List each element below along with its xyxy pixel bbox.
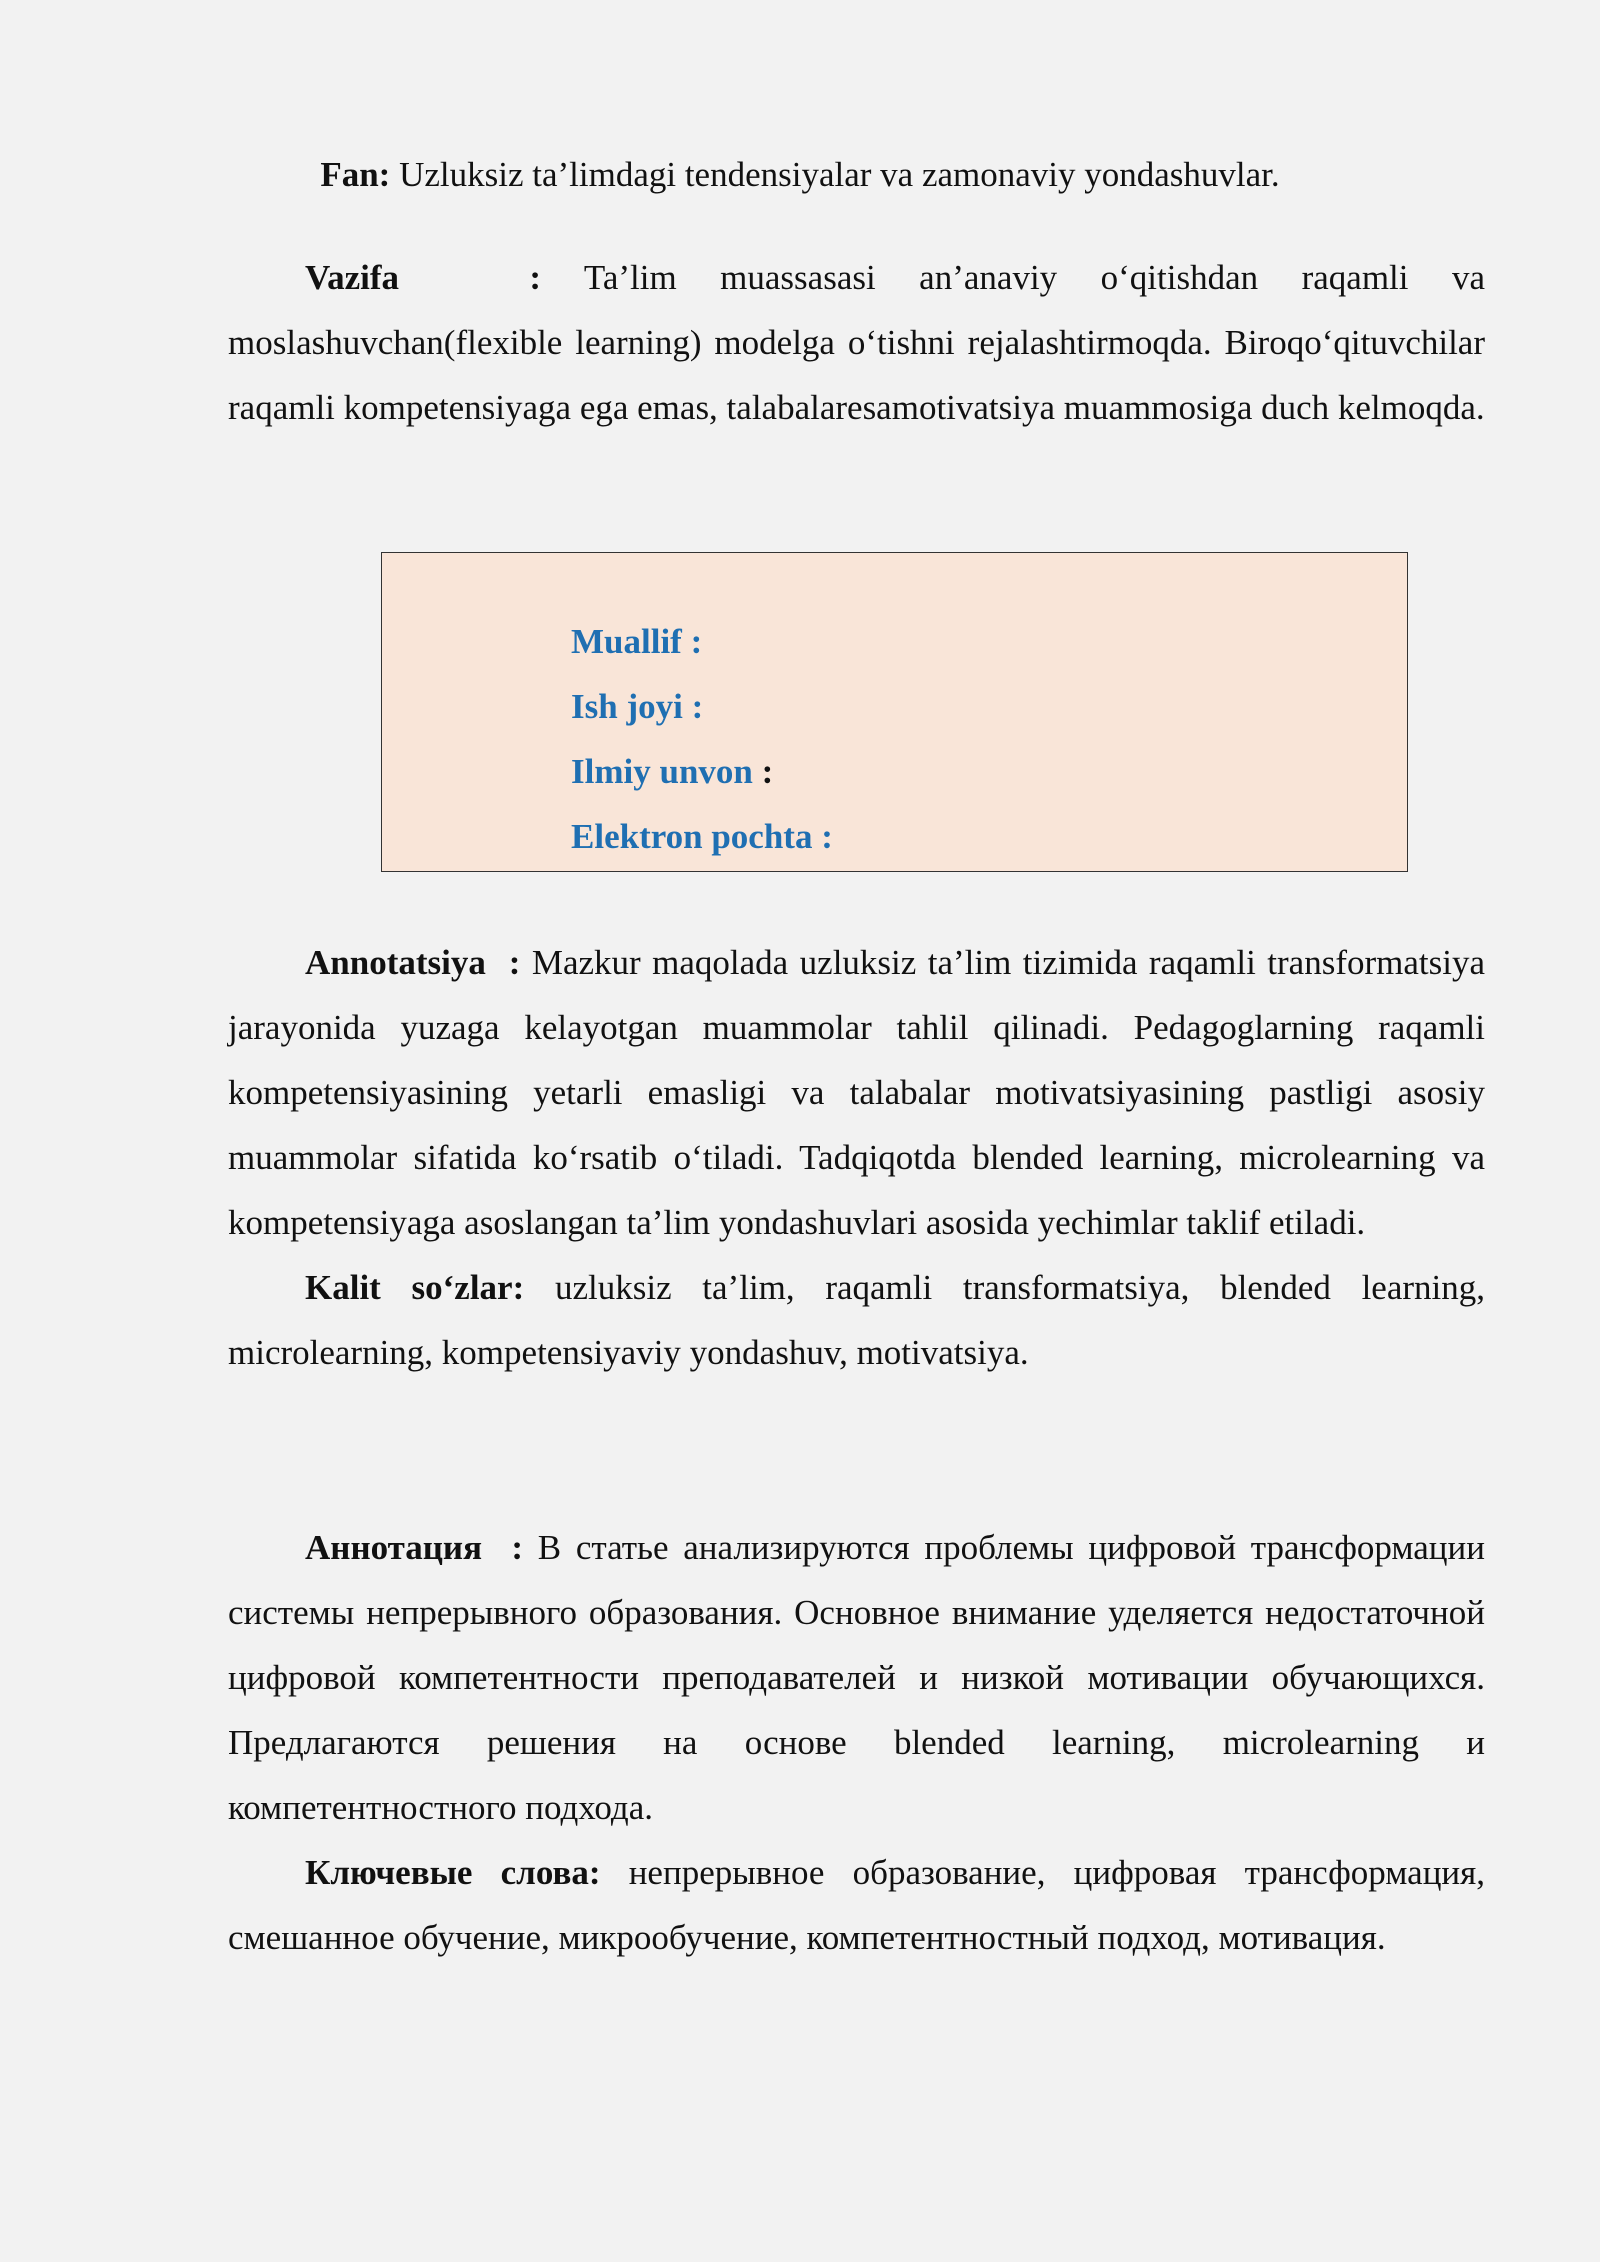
annotation-uz-paragraph xyxy=(228,930,1485,1255)
annotation-uz-label: Annotatsiya : xyxy=(305,943,521,982)
degree-colon: : xyxy=(752,752,774,791)
keywords-ru-label: Ключевые слова: xyxy=(305,1853,601,1892)
subject-line xyxy=(0,142,1600,207)
keywords-uz-paragraph xyxy=(228,1255,1485,1385)
degree-row xyxy=(571,739,833,804)
task-text: Ta’lim muassasasi an’anaviy o‘qitishdan raqamli va moslashuvchan(flexible learning) modelga o‘tishni rejalashtirmoqda. Biroqo‘qituvchilar raqamli kompetensiyaga ega emas, talabalaresamotivatsiya muammosiga duch kelmoqda. xyxy=(228,258,1485,427)
annotation-ru-section xyxy=(228,1515,1485,1970)
task-paragraph xyxy=(228,245,1485,440)
annotation-ru-label: Аннотация : xyxy=(305,1528,524,1567)
annotation-ru-paragraph xyxy=(228,1515,1485,1840)
task-label: Vazifa : xyxy=(305,258,542,297)
annotation-ru-text: В статье анализируются проблемы цифровой трансформации системы непрерывного образования. Основное внимание уделяется недостаточной цифровой компетентности преподавателей и низкой мотивации обучающихся. Предлагаются решения на основе blended learning, microlearning и компетентностного подхода. xyxy=(228,1528,1485,1827)
annotation-uz-text: Mazkur maqolada uzluksiz ta’lim tizimida raqamli transformatsiya jarayonida yuzaga kelayotgan muammolar tahlil qilinadi. Pedagoglarning raqamli kompetensiyasining yetarli emasligi va talabalar motivatsiyasining pastligi asosiy muammolar sifatida ko‘rsatib o‘tiladi. Tadqiqotda blended learning, microlearning va kompetensiyaga asoslangan ta’lim yondashuvlari asosida yechimlar taklif etiladi. xyxy=(228,943,1485,1242)
keywords-ru-text: непрерывное образование, цифровая трансформация, смешанное обучение, микрообучение, компетентностный подход, мотивация. xyxy=(228,1853,1486,1957)
annotation-uz-section xyxy=(228,930,1485,1385)
keywords-ru-paragraph xyxy=(228,1840,1485,1970)
subject-text: Uzluksiz ta’limdagi tendensiyalar va zamonaviy yondashuvlar. xyxy=(390,155,1280,194)
workplace-label: Ish joyi : xyxy=(571,687,704,726)
author-label: Muallif : xyxy=(571,622,703,661)
keywords-uz-text: uzluksiz ta’lim, raqamli transformatsiya, blended learning, microlearning, kompetensiyaviy yondashuv, motivatsiya. xyxy=(228,1268,1486,1372)
subject-label: Fan: xyxy=(320,155,391,194)
degree-label: Ilmiy unvon xyxy=(571,752,753,791)
author-info-box xyxy=(381,552,1408,872)
author-info-list xyxy=(571,609,833,869)
keywords-uz-label: Kalit so‘zlar: xyxy=(305,1268,525,1307)
task-section xyxy=(228,245,1485,440)
email-label: Elektron pochta : xyxy=(571,817,833,856)
